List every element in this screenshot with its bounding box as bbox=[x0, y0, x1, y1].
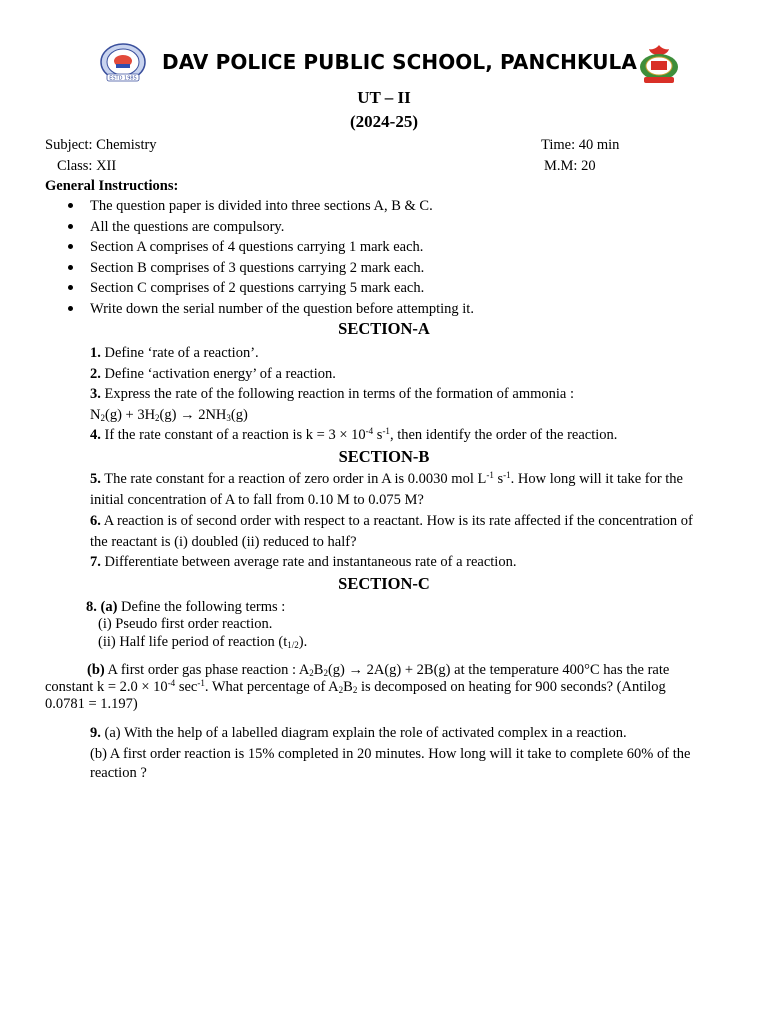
question-5-line-2: initial concentration of A to fall from 0.10 M to 0.075 M? bbox=[90, 492, 424, 508]
section-c-title: SECTION-C bbox=[338, 574, 430, 593]
question-9b: (b) A first order reaction is 15% completed in 20 minutes. How long will it take to complete 60% of the bbox=[90, 746, 691, 762]
instructions-heading: General Instructions: bbox=[45, 178, 179, 194]
bullet-icon bbox=[68, 285, 73, 290]
question-4: 4. If the rate constant of a reaction is $k = 3 \times 10^{-4}$ $s^{-1}$, then identify the order of the reaction. bbox=[90, 426, 618, 443]
question-8b-line-2: constant $k = 2.0 \times 10^{-4}$ $\sec^{-1}$. What percentage of $A_2B_2$ is decomposed on heating for 900 seconds? (Antilog bbox=[45, 678, 666, 695]
question-8b-line-3: 0.0781 = 1.197) bbox=[45, 696, 138, 712]
bullet-icon bbox=[68, 203, 73, 208]
question-3-equation: $N_2(g) + 3H_2(g) \to 2NH_3(g)$ bbox=[90, 407, 248, 423]
section-a-title: SECTION-A bbox=[338, 319, 430, 338]
time-label: Time: 40 min bbox=[541, 137, 620, 153]
question-6: 6. A reaction is of second order with respect to a reactant. How is its rate affected if the concentration of bbox=[90, 513, 693, 529]
question-9b-line-2: reaction ? bbox=[90, 765, 147, 781]
instruction-item: Write down the serial number of the question before attempting it. bbox=[68, 299, 728, 320]
bullet-icon bbox=[68, 306, 73, 311]
bullet-icon bbox=[68, 244, 73, 249]
question-8a-ii: (ii) Half life period of reaction $(t_{1/2})$. bbox=[98, 634, 308, 650]
police-emblem-icon bbox=[636, 43, 682, 85]
class-label: Class: XII bbox=[57, 158, 117, 174]
subject-label: Subject: Chemistry bbox=[45, 137, 157, 153]
bullet-icon bbox=[68, 224, 73, 229]
instruction-item: The question paper is divided into three sections A, B & C. bbox=[68, 196, 728, 217]
instruction-item: Section C comprises of 2 questions carrying 5 mark each. bbox=[68, 278, 728, 299]
question-8b: (b) A first order gas phase reaction : $A_2B_2(g) \to 2A(g) + 2B(g)$ at the temperature 400°C has the rate bbox=[87, 662, 670, 678]
question-8a: 8. (a) Define the following terms : bbox=[86, 599, 286, 615]
question-6-line-2: the reactant is (i) doubled (ii) reduced to half? bbox=[90, 534, 357, 550]
school-logo-text: ESTD 1985 bbox=[109, 75, 137, 82]
instruction-item: Section A comprises of 4 questions carrying 1 mark each. bbox=[68, 237, 728, 258]
instruction-item: All the questions are compulsory. bbox=[68, 217, 728, 238]
question-2: 2. Define ‘activation energy’ of a reaction. bbox=[90, 366, 336, 382]
max-marks-label: M.M: 20 bbox=[544, 158, 596, 174]
bullet-icon bbox=[68, 265, 73, 270]
question-7: 7. Differentiate between average rate and instantaneous rate of a reaction. bbox=[90, 554, 517, 570]
question-9a: 9. (a) With the help of a labelled diagram explain the role of activated complex in a reaction. bbox=[90, 725, 627, 741]
test-title: UT – II bbox=[357, 88, 411, 107]
question-3: 3. Express the rate of the following reaction in terms of the formation of ammonia : bbox=[90, 386, 575, 402]
school-logo-icon bbox=[99, 43, 147, 83]
section-b-title: SECTION-B bbox=[338, 447, 430, 466]
school-name: DAV POLICE PUBLIC SCHOOL, PANCHKULA bbox=[162, 50, 637, 74]
instructions-list bbox=[68, 196, 728, 320]
instruction-item: Section B comprises of 3 questions carrying 2 mark each. bbox=[68, 258, 728, 279]
question-1: 1. Define ‘rate of a reaction’. bbox=[90, 345, 259, 361]
session-year: (2024-25) bbox=[350, 112, 418, 131]
question-5: 5. The rate constant for a reaction of zero order in A is 0.0030 mol $L^{-1}$ $s^{-1}$. How long will it take for the bbox=[90, 470, 683, 487]
question-8a-i: (i) Pseudo first order reaction. bbox=[98, 616, 273, 632]
